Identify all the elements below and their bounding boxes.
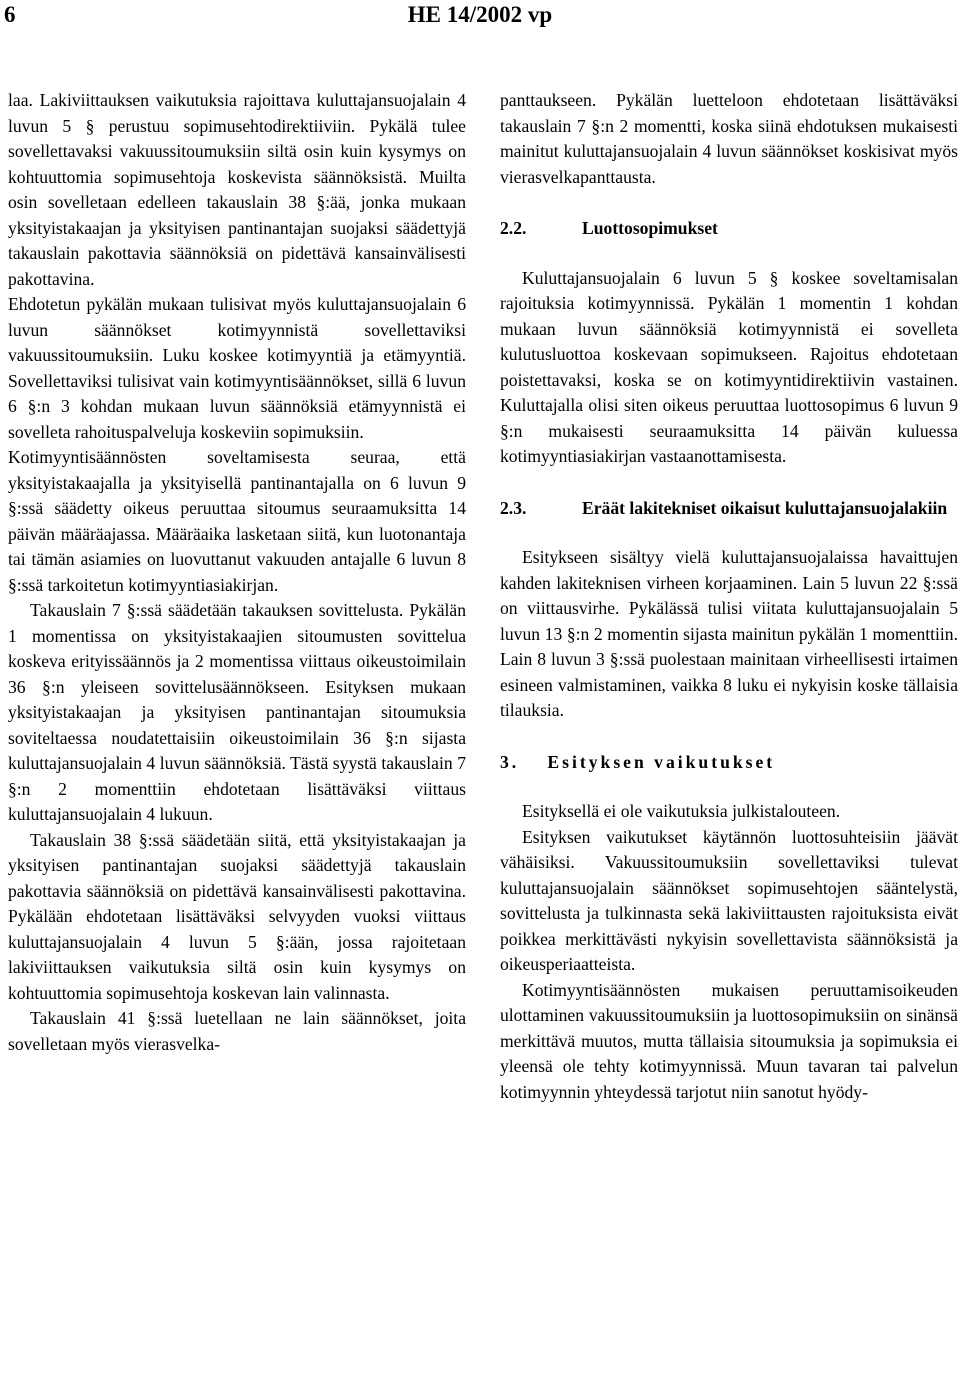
paragraph: Takauslain 41 §:ssä luetellaan ne lain säännökset, joita sovelletaan myös vierasvelka- [8,1008,466,1054]
paragraph: Kotimyyntisäännösten mukaisen peruuttamisoikeuden ulottaminen vakuussitoumuksiin ja luottosopimuksiin on sinänsä merkittävä muutos, mutta tällaisia sitoumuksia ja sopimuksia ei yleensä ole tehty kotimyynnissä. Muun tavaran tai palvelun kotimyynnin yhteydessä tarjotut niin sanotut hyödy- [500,979,958,1102]
page-header [0,0,960,40]
section-heading-3 [500,750,958,776]
paragraph: Takauslain 38 §:ssä säädetään siitä, että yksityistakaajan ja yksityisen pantinantajan suojaksi säädettyjä takauslain pakottavia säännöksiä on pidettävä kansainvälisesti pakottavina. Pykälään ehdotetaan lisättäväksi selvyyden vuoksi viittaus kuluttajansuojalain 4 luvun 5 §:ään, jossa rajoitetaan lakiviittauksen vaikutuksia siltä osin kuin kysymys on kohtuuttomia sopimusehtoja koskevan lain valinnasta. [8,829,466,1003]
right-column [500,88,958,1105]
paragraph: panttaukseen. Pykälän luetteloon ehdotetaan lisättäväksi takauslain 7 §:n 2 momentti, koska siinä ehdotuksen mukaisesti mainitut kuluttajansuojalain 4 luvun säännökset koskisivat myös vierasvelkapanttausta. [500,90,958,187]
paragraph: Kotimyyntisäännösten soveltamisesta seuraa, että yksityistakaajalla ja yksityisellä pantinantajalla on 6 luvun 9 §:ssä säädetty oikeus peruuttaa sitoumus seuraamuksitta 14 päivän määräajassa. Määräaika lasketaan siitä, kun luotonantaja tai tämän asiamies on luovuttanut vakuuden antajalle 6 luvun 8 §:ssä tarkoitetun kotimyyntiasiakirjan. [8,447,466,595]
section-number: 3. [500,751,520,772]
paragraph: Esityksen vaikutukset käytännön luottosuhteisiin jäävät vähäisiksi. Vakuussitoumuksiin sovellettaviksi tulevat kuluttajansuojalain säännökset sopimusehtojen sääntelystä, sovittelusta ja tulkinnasta sekä lakiviittausten rajoituksista eivät poikkea merkittävästi nykyisin sovellettavista säännöksistä ja oikeusperiaatteista. [500,826,958,974]
paragraph: Ehdotetun pykälän mukaan tulisivat myös kuluttajansuojalain 6 luvun säännökset kotimyynnistä sovellettaviksi vakuussitoumuksiin. Luku koskee kotimyyntiä ja etämyyntiä. Sovellettaviksi tulisivat vain kotimyyntisäännökset, sillä 6 luvun 6 §:n 3 kohdan mukaan luvun säännöksiä etämyynnistä ei sovelleta rahoituspalveluja koskeviin sopimuksiin. [8,294,466,442]
section-title: Esityksen vaikutukset [547,751,776,772]
section-heading-2-3 [500,496,958,522]
page-number: 6 [4,2,16,27]
section-title: Luottosopimukset [582,218,718,238]
left-column [8,88,466,1057]
paragraph: laa. Lakiviittauksen vaikutuksia rajoittava kuluttajansuojalain 4 luvun 5 § perustuu sopimusehtodirektiiviin. Pykälä tulee sovellettavaksi vakuussitoumuksiin siltä osin kuin kysymys on kohtuuttomia sopimusehtoja koskevista säännöksistä. Muilta osin sovelletaan edelleen takauslain 38 §:ää, jonka mukaan yksityistakaajan ja yksityisen pantinantajan suojaksi säädettyjä takauslain pakottavia säännöksiä on pidettävä kansainvälisesti pakottavina. [8,90,466,289]
paragraph: Kuluttajansuojalain 6 luvun 5 § koskee soveltamisalan rajoituksia kotimyynnissä. Pykälän 1 momentin 1 kohdan mukaan luvun säännöksiä kotimyynnistä ei sovelleta kulutusluottoa koskevaan sopimukseen. Rajoitus ehdotetaan poistettavaksi, koska se on kotimyyntidirektiivin vastainen. Kuluttajalla olisi siten oikeus peruuttaa luottosopimus 6 luvun 9 §:n mukaisesti seuraamuksitta 14 päivän kuluessa kotimyyntiasiakirjan vastaanottamisesta. [500,267,958,466]
paragraph: Esityksellä ei ole vaikutuksia julkistalouteen. [522,801,841,821]
section-number: 2.3. [500,497,527,518]
section-title: Eräät lakitekniset oikaisut kuluttajansuojalakiin [582,497,948,518]
paragraph: Takauslain 7 §:ssä säädetään takauksen sovittelusta. Pykälän 1 momentissa on yksityistakaajien sitoumusten sovittelua koskeva erityissäännös ja 2 momentissa viittaus oikeustoimilain 36 §:n yleiseen sovittelusäännökseen. Esityksen mukaan yksityistakaajan ja yksityisen pantinantajan sitoumuksia soviteltaessa noudatettaisiin oikeustoimilain 36 §:n sijasta kuluttajansuojalain 4 luvun säännöksiä. Tästä syystä takauslain 7 §:n 2 momenttiin ehdotetaan lisättäväksi viittaus kuluttajansuojalain 4 lukuun. [8,600,466,824]
document-id: HE 14/2002 vp [407,2,553,27]
section-number: 2.2. [500,218,527,238]
section-heading-2-2 [500,216,958,242]
paragraph: Esitykseen sisältyy vielä kuluttajansuojalaissa havaittujen kahden lakiteknisen virheen korjaaminen. Lain 5 luvun 22 §:ssä on viittausvirhe. Pykälässä tulisi viitata kuluttajansuojalain 5 luvun 13 §:n 2 momentin sijasta mainitun pykälän 1 momenttiin. Lain 8 luvun 3 §:ssä puolestaan mainitaan virheellisesti irtaimen esineen valmistaminen, vaikka 8 luku ei nykyisin koske tällaisia tilauksia. [500,547,958,720]
